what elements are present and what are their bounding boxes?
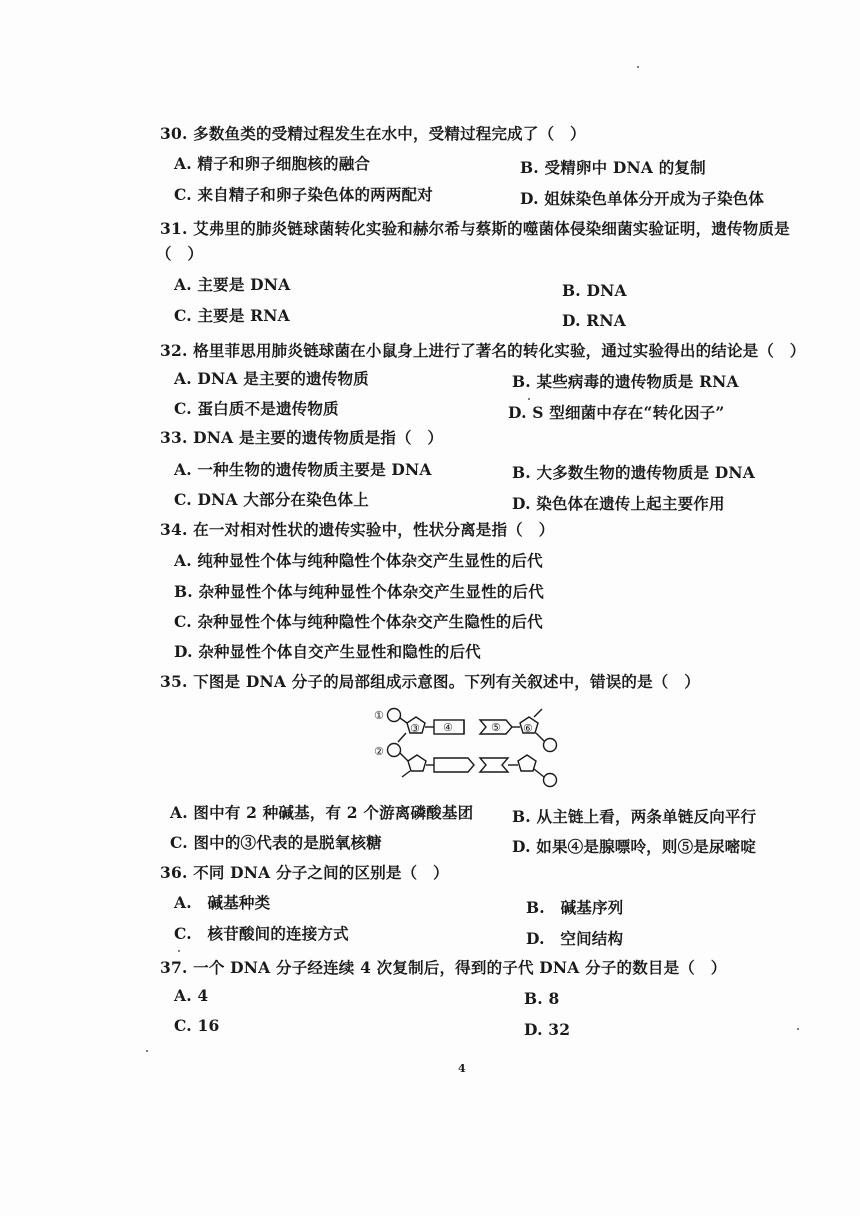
question-31-stem: 31. 艾弗里的肺炎链球菌转化实验和赫尔希与蔡斯的噬菌体侵染细菌实验证明，遗传物质是 [160,219,790,238]
scan-speck [146,1050,148,1052]
question-37-option-d: D. 32 [524,1020,571,1039]
question-31-option-a: A. 主要是 DNA [174,275,291,294]
question-32-option-a: A. DNA 是主要的遗传物质 [174,369,369,388]
question-35-option-d: D. 如果④是腺嘌呤，则⑤是尿嘧啶 [512,837,757,856]
question-30-option-a: A. 精子和卵子细胞核的融合 [174,154,371,173]
label-5: ⑤ [491,721,501,734]
phosphate-top-left [388,709,401,722]
question-33-option-d: D. 染色体在遗传上起主要作用 [512,494,725,513]
question-32-option-d: D. S 型细菌中存在“转化因子” [508,403,725,422]
question-35-option-c: C. 图中的③代表的是脱氧核糖 [170,833,382,852]
question-32-stem: 32. 格里菲思用肺炎链球菌在小鼠身上进行了著名的转化实验，通过实验得出的结论是（ ） [160,341,806,360]
dna-structure-diagram [372,703,568,789]
question-33-stem: 33. DNA 是主要的遗传物质是指（ ） [160,428,444,447]
question-36-option-c: C. 核苷酸间的连接方式 [174,924,349,943]
sugar-bottom-left [408,755,426,771]
scan-speck [178,950,180,952]
scan-speck [528,398,530,400]
question-33-option-c: C. DNA 大部分在染色体上 [174,490,369,509]
question-32-option-c: C. 蛋白质不是遗传物质 [174,399,339,418]
sugar-bottom-right [518,755,536,771]
question-31-stem-bracket: （ ） [156,244,204,263]
question-37-option-a: A. 4 [174,986,209,1005]
question-30-option-d: D. 姐妹染色单体分开成为子染色体 [520,189,765,208]
phosphate-bottom-right [544,774,557,787]
question-35-option-a: A. 图中有 2 种碱基，有 2 个游离磷酸基团 [170,803,474,822]
label-4: ④ [443,721,453,734]
phosphate-bottom-left [388,744,401,757]
question-31-option-d: D. RNA [562,311,626,330]
question-34-option-c: C. 杂种显性个体与纯种隐性个体杂交产生隐性的后代 [174,612,543,631]
question-34-option-a: A. 纯种显性个体与纯种隐性个体杂交产生显性的后代 [174,551,543,570]
question-30-option-b: B. 受精卵中 DNA 的复制 [520,158,706,177]
question-30-stem: 30. 多数鱼类的受精过程发生在水中，受精过程完成了（ ） [160,124,586,143]
base-bottom-right [480,758,508,772]
question-36-stem: 36. 不同 DNA 分子之间的区别是（ ） [160,863,449,882]
question-34-option-b: B. 杂种显性个体与纯种显性个体杂交产生显性的后代 [174,582,544,601]
label-2: ② [374,745,384,758]
question-36-option-d: D. 空间结构 [526,929,624,948]
label-3: ③ [410,722,420,735]
question-36-option-a: A. 碱基种类 [174,893,271,912]
label-6: ⑥ [523,722,533,735]
label-1: ① [374,709,384,722]
question-37-option-c: C. 16 [174,1016,220,1035]
base-bottom-left [434,758,474,772]
question-34-option-d: D. 杂种显性个体自交产生显性和隐性的后代 [174,642,481,661]
question-31-option-b: B. DNA [562,281,627,300]
page-number: 4 [458,1062,466,1075]
scan-speck [797,1028,799,1030]
question-35-option-b: B. 从主链上看，两条单链反向平行 [512,807,757,826]
question-34-stem: 34. 在一对相对性状的遗传实验中，性状分离是指（ ） [160,520,555,539]
question-33-option-b: B. 大多数生物的遗传物质是 DNA [512,463,756,482]
question-33-option-a: A. 一种生物的遗传物质主要是 DNA [174,460,432,479]
question-37-option-b: B. 8 [524,989,560,1008]
question-37-stem: 37. 一个 DNA 分子经连续 4 次复制后，得到的子代 DNA 分子的数目是（ ） [160,958,727,977]
question-36-option-b: B. 碱基序列 [526,898,624,917]
question-31-option-c: C. 主要是 RNA [174,306,290,325]
question-35-stem: 35. 下图是 DNA 分子的局部组成示意图。下列有关叙述中，错误的是（ ） [160,672,700,691]
phosphate-top-right [544,739,557,752]
question-32-option-b: B. 某些病毒的遗传物质是 RNA [512,372,739,391]
question-30-option-c: C. 来自精子和卵子染色体的两两配对 [174,185,433,204]
scan-speck [637,66,639,68]
